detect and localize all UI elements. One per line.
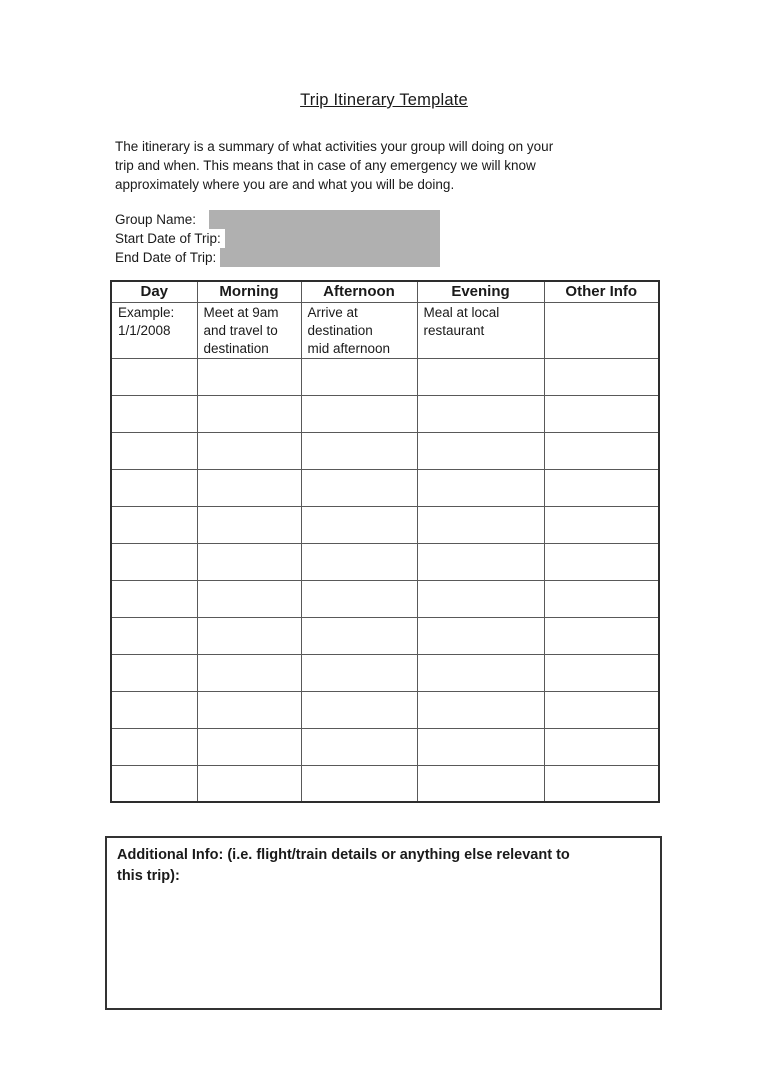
table-cell <box>417 580 544 617</box>
table-cell <box>197 395 301 432</box>
table-cell <box>417 765 544 802</box>
table-cell <box>417 617 544 654</box>
table-row <box>111 691 659 728</box>
table-cell <box>301 580 417 617</box>
end-date-label: End Date of Trip: <box>115 248 220 267</box>
table-row <box>111 654 659 691</box>
table-cell <box>544 654 659 691</box>
table-header-row <box>111 281 659 302</box>
table-cell <box>544 469 659 506</box>
table-cell <box>301 765 417 802</box>
table-cell <box>301 691 417 728</box>
table-cell <box>417 691 544 728</box>
table-cell <box>544 395 659 432</box>
table-cell <box>544 506 659 543</box>
table-row <box>111 358 659 395</box>
table-cell <box>544 543 659 580</box>
table-cell <box>544 728 659 765</box>
table-cell: Arrive at destination mid afternoon <box>301 302 417 358</box>
table-cell <box>301 395 417 432</box>
table-cell <box>544 765 659 802</box>
additional-info-box <box>105 836 662 1010</box>
table-cell <box>197 432 301 469</box>
table-cell: Meal at local restaurant <box>417 302 544 358</box>
table-cell <box>417 728 544 765</box>
table-row <box>111 728 659 765</box>
table-cell <box>301 432 417 469</box>
document-title: Trip Itinerary Template <box>300 91 468 109</box>
column-header: Morning <box>197 281 301 302</box>
table-cell <box>197 543 301 580</box>
table-cell <box>544 358 659 395</box>
table-cell <box>544 691 659 728</box>
redacted-fields-block <box>209 210 440 267</box>
table-cell <box>111 543 197 580</box>
additional-info-label: Additional Info: (i.e. flight/train details or anything else relevant to this trip): <box>117 847 570 884</box>
table-cell: Example: 1/1/2008 <box>111 302 197 358</box>
table-cell <box>197 654 301 691</box>
table-row <box>111 432 659 469</box>
table-cell <box>197 728 301 765</box>
table-cell: Meet at 9am and travel to destination <box>197 302 301 358</box>
table-cell <box>417 654 544 691</box>
table-cell <box>301 728 417 765</box>
table-cell <box>111 691 197 728</box>
table-cell <box>111 506 197 543</box>
table-cell <box>111 358 197 395</box>
table-cell <box>544 580 659 617</box>
table-cell <box>417 358 544 395</box>
table-cell <box>111 580 197 617</box>
table-cell <box>301 654 417 691</box>
column-header: Afternoon <box>301 281 417 302</box>
table-cell <box>197 358 301 395</box>
table-row <box>111 506 659 543</box>
table-cell <box>111 765 197 802</box>
table-cell <box>301 617 417 654</box>
table-row <box>111 765 659 802</box>
table-cell <box>544 432 659 469</box>
table-cell <box>417 506 544 543</box>
table-cell <box>301 543 417 580</box>
column-header: Other Info <box>544 281 659 302</box>
table-cell <box>544 617 659 654</box>
table-cell <box>197 691 301 728</box>
table-row <box>111 617 659 654</box>
table-cell <box>197 469 301 506</box>
column-header: Day <box>111 281 197 302</box>
column-header: Evening <box>417 281 544 302</box>
table-cell <box>111 654 197 691</box>
table-cell <box>417 543 544 580</box>
table-row <box>111 469 659 506</box>
table-cell <box>197 580 301 617</box>
start-date-label: Start Date of Trip: <box>115 229 225 248</box>
table-cell <box>301 358 417 395</box>
table-row <box>111 580 659 617</box>
table-cell <box>111 432 197 469</box>
intro-paragraph: The itinerary is a summary of what activities your group will doing on your trip and when. This means that in case of any emergency we will know approximately where you are and what you will be doing. <box>115 139 554 192</box>
table-row <box>111 543 659 580</box>
group-name-label: Group Name: <box>115 210 200 229</box>
table-cell <box>544 302 659 358</box>
table-cell <box>197 617 301 654</box>
table-cell <box>301 469 417 506</box>
table-cell <box>417 469 544 506</box>
table-row <box>111 395 659 432</box>
table-cell <box>111 395 197 432</box>
table-cell <box>111 728 197 765</box>
table-row-example <box>111 302 659 358</box>
table-cell <box>197 506 301 543</box>
table-cell <box>417 395 544 432</box>
table-cell <box>111 469 197 506</box>
table-cell <box>111 617 197 654</box>
table-cell <box>197 765 301 802</box>
itinerary-table <box>110 280 660 803</box>
table-cell <box>301 506 417 543</box>
table-cell <box>417 432 544 469</box>
